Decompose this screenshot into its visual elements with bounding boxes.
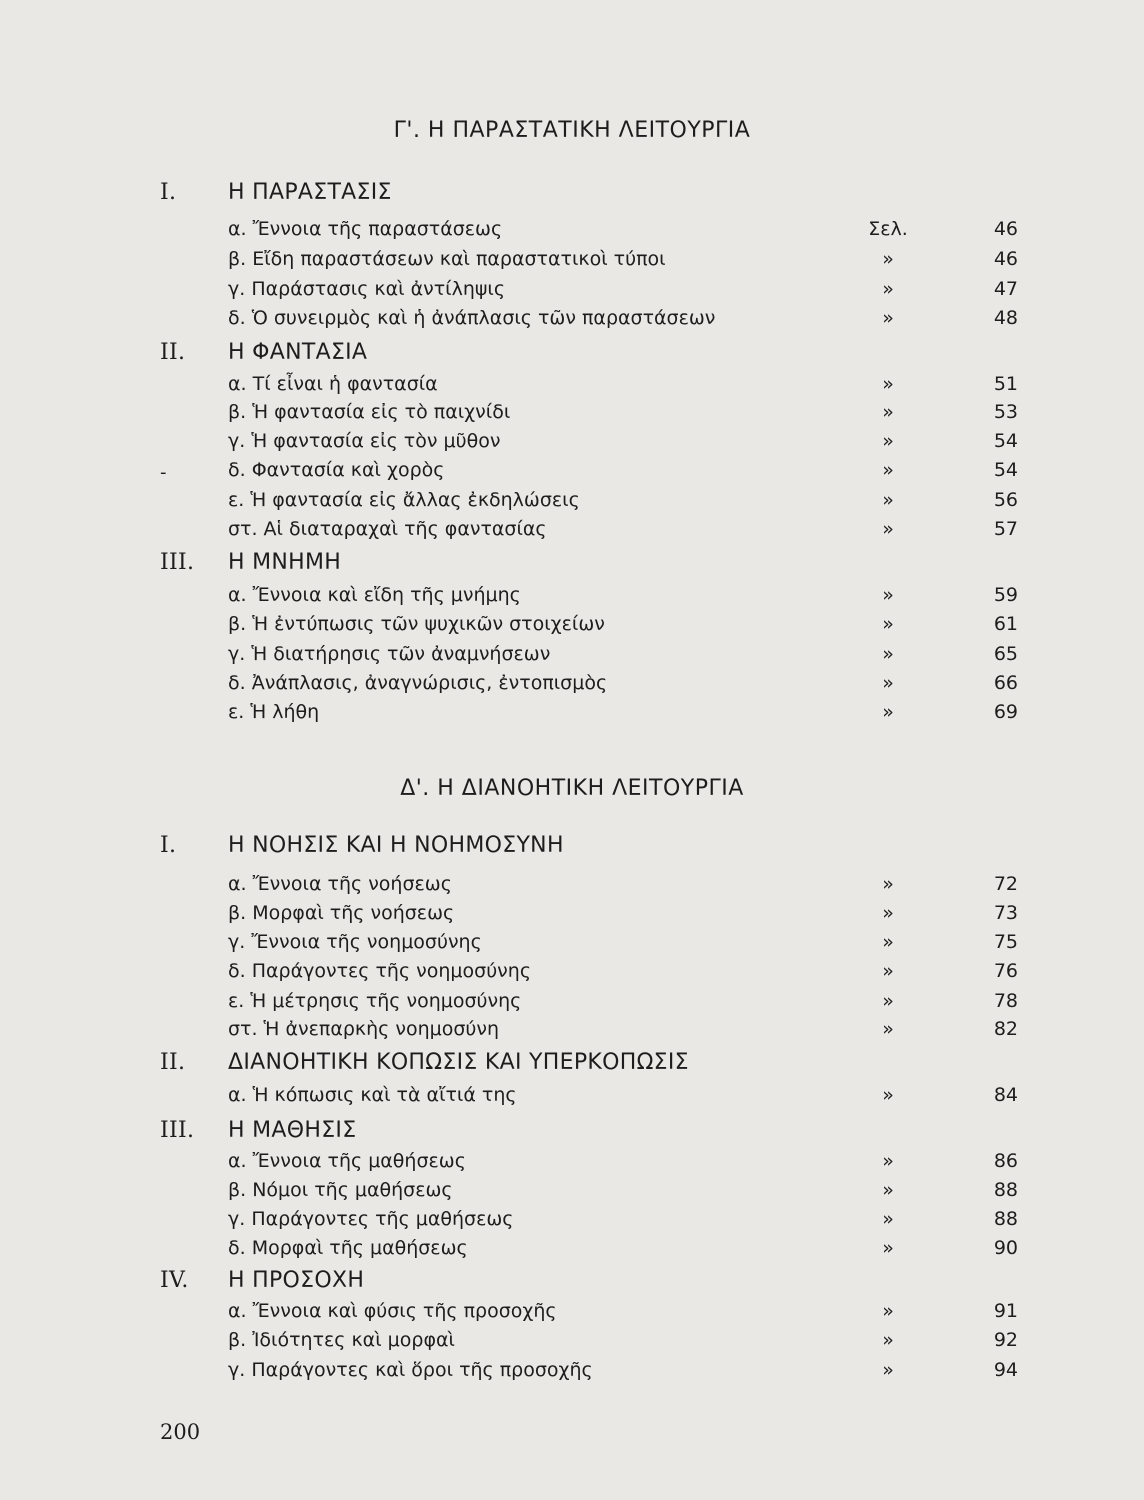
entry-label: β. Ἡ φαντασία εἰς τὸ παιχνίδι <box>228 401 511 423</box>
toc-entry <box>228 1359 1018 1385</box>
toc-entry <box>228 218 1018 244</box>
toc-entry <box>228 459 1018 485</box>
toc-entry <box>228 960 1018 986</box>
entry-page: 84 <box>993 1084 1018 1106</box>
entry-label: α. Ἡ κόπωσις καὶ τὰ αἴτιά της <box>228 1084 517 1106</box>
entry-page: 94 <box>993 1359 1018 1381</box>
heading-g: Γ'. Η ΠΑΡΑΣΤΑΤΙΚΗ ΛΕΙΤΟΥΡΓΙΑ <box>393 118 751 143</box>
entry-label: β. Εἴδη παραστάσεων καὶ παραστατικοὶ τύποι <box>228 248 666 270</box>
entry-ditto: » <box>882 1018 894 1040</box>
entry-label: γ. Ἔννοια τῆς νοημοσύνης <box>228 931 482 953</box>
entry-label: α. Ἔννοια καὶ εἴδη τῆς μνήμης <box>228 584 521 606</box>
entry-page: 82 <box>993 1018 1018 1040</box>
entry-label: στ. Αἱ διαταραχαὶ τῆς φαντασίας <box>228 518 547 540</box>
section-fantasia: II. Η ΦΑΝΤΑΣΙΑ <box>160 340 368 365</box>
entry-label: ε. Ἡ φαντασία εἰς ἄλλας ἐκδηλώσεις <box>228 489 580 511</box>
entry-ditto: » <box>882 1084 894 1106</box>
section-mnimi: III. Η ΜΝΗΜΗ <box>160 550 342 575</box>
entry-ditto: » <box>882 960 894 982</box>
entry-page: 73 <box>993 902 1018 924</box>
entry-page: 46 <box>993 218 1018 240</box>
toc-entry <box>228 1300 1018 1326</box>
toc-entry <box>228 1150 1018 1176</box>
entry-label: α. Ἔννοια τῆς νοήσεως <box>228 873 452 895</box>
entry-ditto: » <box>882 643 894 665</box>
entry-label: γ. Παράγοντες καὶ ὅροι τῆς προσοχῆς <box>228 1359 593 1381</box>
entry-ditto: » <box>882 1150 894 1172</box>
entry-label: δ. Ἀνάπλασις, ἀναγνώρισις, ἐντοπισμὸς <box>228 672 608 694</box>
entry-ditto: » <box>882 1179 894 1201</box>
toc-entry <box>228 1179 1018 1205</box>
toc-entry <box>228 902 1018 928</box>
entry-label: γ. Ἡ διατήρησις τῶν ἀναμνήσεων <box>228 643 551 665</box>
entry-label: β. Ἰδιότητες καὶ μορφαὶ <box>228 1329 455 1351</box>
entry-ditto: » <box>882 1300 894 1322</box>
entry-page: 92 <box>993 1329 1018 1351</box>
toc-entry <box>228 278 1018 304</box>
toc-entry <box>228 613 1018 639</box>
entry-ditto: » <box>882 1359 894 1381</box>
section-kopwsis: II. ΔΙΑΝΟΗΤΙΚΗ ΚΟΠΩΣΙΣ ΚΑΙ ΥΠΕΡΚΟΠΩΣΙΣ <box>160 1050 689 1075</box>
entry-ditto: » <box>882 701 894 723</box>
entry-ditto: » <box>882 1237 894 1259</box>
section-noisis: I. Η ΝΟΗΣΙΣ ΚΑΙ Η ΝΟΗΜΟΣΥΝΗ <box>160 833 564 858</box>
entry-ditto: » <box>882 278 894 300</box>
entry-ditto: » <box>882 873 894 895</box>
toc-entry <box>228 701 1018 727</box>
entry-label: δ. Φαντασία καὶ χορὸς <box>228 459 445 481</box>
section-prosoxi: IV. Η ΠΡΟΣΟΧΗ <box>160 1268 365 1293</box>
entry-page: 65 <box>993 643 1018 665</box>
page-number: 200 <box>160 1420 201 1444</box>
toc-entry <box>228 584 1018 610</box>
entry-label: β. Ἡ ἐντύπωσις τῶν ψυχικῶν στοιχείων <box>228 613 605 635</box>
toc-entry <box>228 672 1018 698</box>
toc-entry <box>228 1084 1018 1110</box>
entry-page: 75 <box>993 931 1018 953</box>
entry-page: 66 <box>993 672 1018 694</box>
entry-label: β. Νόμοι τῆς μαθήσεως <box>228 1179 453 1201</box>
entry-label: δ. Μορφαὶ τῆς μαθήσεως <box>228 1237 468 1259</box>
entry-ditto: » <box>882 584 894 606</box>
entry-label: ε. Ἡ λήθη <box>228 701 320 723</box>
entry-page: 48 <box>993 307 1018 329</box>
entry-ditto: » <box>882 248 894 270</box>
entry-ditto: » <box>882 430 894 452</box>
entry-page: 57 <box>993 518 1018 540</box>
toc-entry <box>228 931 1018 957</box>
toc-entry <box>228 1018 1018 1044</box>
entry-page: 86 <box>993 1150 1018 1172</box>
entry-page: 54 <box>993 430 1018 452</box>
entry-label: β. Μορφαὶ τῆς νοήσεως <box>228 902 455 924</box>
entry-ditto: » <box>882 990 894 1012</box>
entry-page: 61 <box>993 613 1018 635</box>
entry-page: 88 <box>993 1208 1018 1230</box>
entry-ditto: » <box>882 518 894 540</box>
toc-entry <box>228 430 1018 456</box>
entry-page: 91 <box>993 1300 1018 1322</box>
entry-page: 51 <box>993 373 1018 395</box>
toc-entry <box>228 990 1018 1016</box>
entry-page: 72 <box>993 873 1018 895</box>
heading-d: Δ'. Η ΔΙΑΝΟΗΤΙΚΗ ΛΕΙΤΟΥΡΓΙΑ <box>400 776 744 801</box>
entry-ditto: » <box>882 401 894 423</box>
entry-label: γ. Παράστασις καὶ ἀντίληψις <box>228 278 505 300</box>
toc-entry <box>228 1237 1018 1263</box>
toc-entry <box>228 1208 1018 1234</box>
entry-label: α. Ἔννοια καὶ φύσις τῆς προσοχῆς <box>228 1300 557 1322</box>
entry-ditto: » <box>882 613 894 635</box>
entry-ditto: » <box>882 1208 894 1230</box>
entry-label: στ. Ἡ ἀνεπαρκὴς νοημοσύνη <box>228 1018 500 1040</box>
toc-entry <box>228 643 1018 669</box>
entry-label: ε. Ἡ μέτρησις τῆς νοημοσύνης <box>228 990 522 1012</box>
entry-ditto: » <box>882 902 894 924</box>
entry-label: α. Ἔννοια τῆς παραστάσεως <box>228 218 503 240</box>
entry-ditto: » <box>882 931 894 953</box>
toc-entry <box>228 248 1018 274</box>
entry-page: 69 <box>993 701 1018 723</box>
section-mathisis: III. Η ΜΑΘΗΣΙΣ <box>160 1118 357 1143</box>
entry-page: 53 <box>993 401 1018 423</box>
section-parastasis: I. Η ΠΑΡΑΣΤΑΣΙΣ <box>160 180 392 205</box>
entry-page: 54 <box>993 459 1018 481</box>
entry-ditto: » <box>882 1329 894 1351</box>
entry-page: 76 <box>993 960 1018 982</box>
toc-entry <box>228 873 1018 899</box>
entry-ditto: » <box>882 459 894 481</box>
toc-entry <box>228 518 1018 544</box>
stray-dash: - <box>160 462 167 483</box>
entry-page: 90 <box>993 1237 1018 1259</box>
entry-ditto: » <box>882 489 894 511</box>
entry-page: 59 <box>993 584 1018 606</box>
entry-label: α. Τί εἶναι ἡ φαντασία <box>228 373 438 395</box>
entry-label: δ. Ὁ συνειρμὸς καὶ ἡ ἀνάπλασις τῶν παραστάσεων <box>228 307 716 329</box>
entry-ditto: » <box>882 672 894 694</box>
entry-page: 78 <box>993 990 1018 1012</box>
toc-entry <box>228 1329 1018 1355</box>
entry-label: γ. Παράγοντες τῆς μαθήσεως <box>228 1208 514 1230</box>
entry-page: 46 <box>993 248 1018 270</box>
toc-entry <box>228 307 1018 333</box>
toc-entry <box>228 401 1018 427</box>
entry-ditto: Σελ. <box>868 218 908 240</box>
entry-ditto: » <box>882 373 894 395</box>
entry-label: γ. Ἡ φαντασία εἰς τὸν μῦθον <box>228 430 501 452</box>
entry-ditto: » <box>882 307 894 329</box>
entry-label: δ. Παράγοντες τῆς νοημοσύνης <box>228 960 531 982</box>
entry-page: 47 <box>993 278 1018 300</box>
entry-page: 88 <box>993 1179 1018 1201</box>
toc-entry <box>228 373 1018 399</box>
entry-page: 56 <box>993 489 1018 511</box>
entry-label: α. Ἔννοια τῆς μαθήσεως <box>228 1150 466 1172</box>
toc-entry <box>228 489 1018 515</box>
